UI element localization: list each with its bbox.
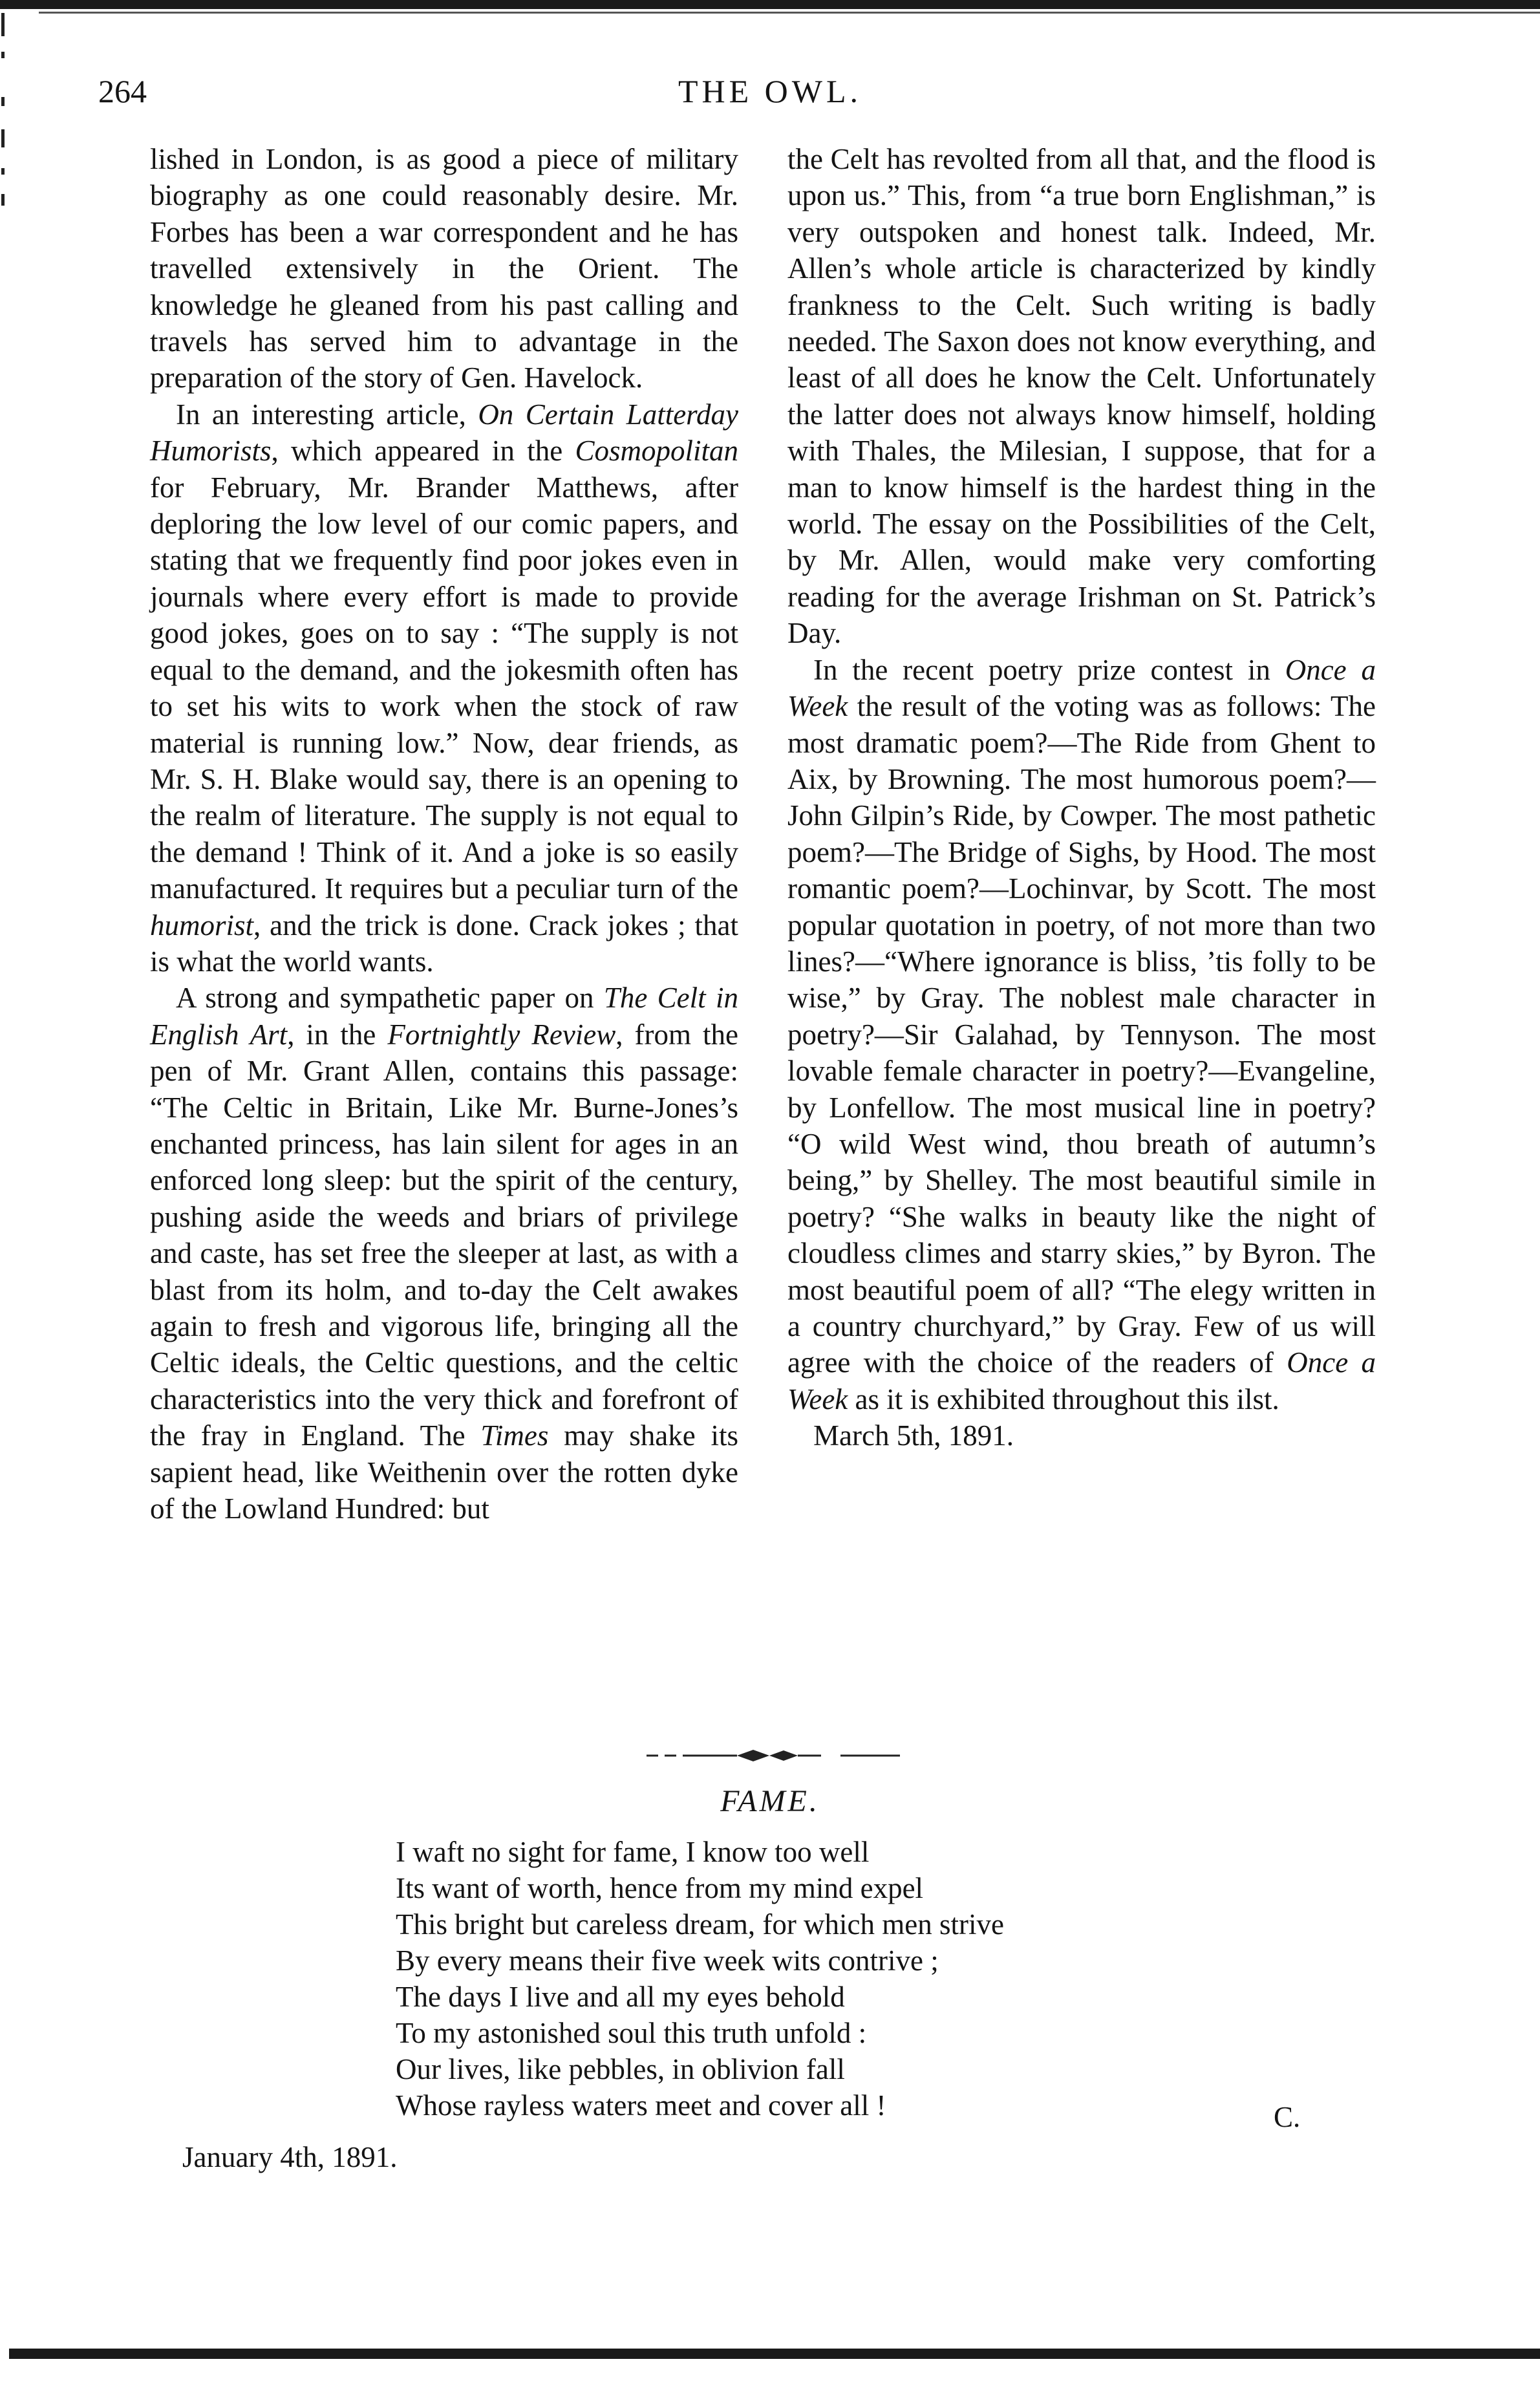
poem-line: This bright but careless dream, for which men strive [396,1908,1004,1941]
poem-line: To my astonished soul this truth unfold : [396,2017,867,2049]
magazine-title: Cosmopolitan [575,435,738,468]
paragraph-poetry-contest: In the recent poetry prize contest in Once a Week the result of the voting was as follows: The most dramatic poem?—The Ride from Ghent to Aix, by Browning. The most humorous poem?—John Gilpin’s Ride, by Cowper. The most pathetic poem?—The Bridge of Sighs, by Hood. The most romantic poem?—Lochinvar, by Scott. The most popular quotation in poetry, of not more than two lines?—“Where ignorance is bliss, ’tis folly to be wise,” by Gray. The noblest male character in poetry?—Sir Galahad, by Tennyson. The most lovable female character in poetry?—Evangeline, by Lonfellow. The most musical line in poetry? “O wild West wind, thou breath of autumn’s being,” by Shelley. The most beautiful simile in poetry? “She walks in beauty like the night of cloudless climes and starry skies,” by Byron. The most beautiful poem of all? “The elegy written in a country churchyard,” by Gray. Few of us will agree with the choice of the readers of Once a Week as it is exhibited throughout this ilst. [787,653,1376,1415]
poem-date: January 4th, 1891. [182,2141,398,2173]
poem-body [396,1834,1301,2124]
paragraph-latterday-humorists: In an interesting article, On Certain Latterday Humorists, which appeared in the Cosmopolitan for February, Mr. Brander Matthews, after deploring the low level of our comic papers, and stating that we frequently find poor jokes even in journals where every effort is made to provide good jokes, goes on to say : “The supply is not equal to the demand, and the jokesmith often has to set his wits to work when the stock of raw material is running low.” Now, dear friends, as Mr. S. H. Blake would say, there is an opening to the realm of literature. The supply is not equal to the demand ! Think of it. And a joke is so easily manufactured. It requires but a peculiar turn of the humorist, and the trick is done. Crack jokes ; that is what the world wants. [150,398,738,978]
paragraph-celt-in-english-art: A strong and sympathetic paper on The Celt in English Art, in the Fortnightly Review, from the pen of Mr. Grant Allen, contains this passage: “The Celtic in Britain, Like Mr. Burne-Jones’s enchanted princess, has lain silent for ages in an enforced long sleep: but the spirit of the century, pushing aside the weeds and briars of privilege and caste, has set free the sleeper at last, as with a blast from its holm, and to-day the Celt awakes again to fresh and vigorous life, bringing all the Celtic ideals, the Celtic questions, and the celtic characteristics into the very thick and forefront of the fray in England. The Times may shake its sapient head, like Weithenin over the rotten dyke of the Lowland Hundred: but [150,982,738,1525]
magazine-title: Once a Week [787,653,1376,723]
poem-line: Its want of worth, hence from my mind expel [396,1872,924,1904]
poem-signature: C. [1274,2101,1301,2133]
page-edge-top [0,0,1540,9]
article-title: The Celt in English Art [150,982,738,1051]
magazine-title: Once a Week [787,1346,1376,1415]
left-edge-marks [0,0,9,220]
poem-line: Whose rayless waters meet and cover all ! [396,2089,886,2122]
left-column [150,141,738,1527]
poem-line: Our lives, like pebbles, in oblivion fall [396,2053,845,2085]
poem-line: By every means their five week wits contrive ; [396,1944,939,1977]
poem-title: FAME. [720,1784,820,1818]
article-date: March 5th, 1891. [813,1419,1014,1452]
page-number: 264 [98,73,147,109]
right-column [787,141,1376,1454]
article-title: On Certain Latterday Humorists [150,398,738,468]
section-divider-ornament [0,1746,1540,1765]
newspaper-title: Times [480,1419,549,1452]
paragraph-celt-continued: the Celt has revolted from all that, and the flood is upon us.” This, from “a true born Englishman,” is very outspoken and honest talk. Indeed, Mr. Allen’s whole article is characterized by kindly frankness to the Celt. Such writing is badly needed. The Saxon does not know everything, and least of all does he know the Celt. Unfortunately the latter does not always know himself, holding with Thales, the Milesian, I suppose, that for a man to know himself is the hardest thing in the world. The essay on the Possibilities of the Celt, by Mr. Allen, would make very comforting reading for the average Irishman on St. Patrick’s Day. [787,143,1376,650]
poem-line: The days I live and all my eyes behold [396,1981,845,2013]
magazine-title: Fortnightly Review [387,1018,616,1051]
poem-line: I waft no sight for fame, I know too well [396,1836,870,1868]
page-edge-bottom [9,2349,1540,2359]
paragraph-forbes-havelock: lished in London, is as good a piece of military biography as one could reasonably desire. Mr. Forbes has been a war correspondent and he has travelled extensively in the Orient. The knowledge he gleaned from his past calling and travels has served him to advantage in the preparation of the story of Gen. Havelock. [150,143,738,394]
running-title: THE OWL. [678,73,862,109]
page-edge-top-line [39,12,1540,14]
